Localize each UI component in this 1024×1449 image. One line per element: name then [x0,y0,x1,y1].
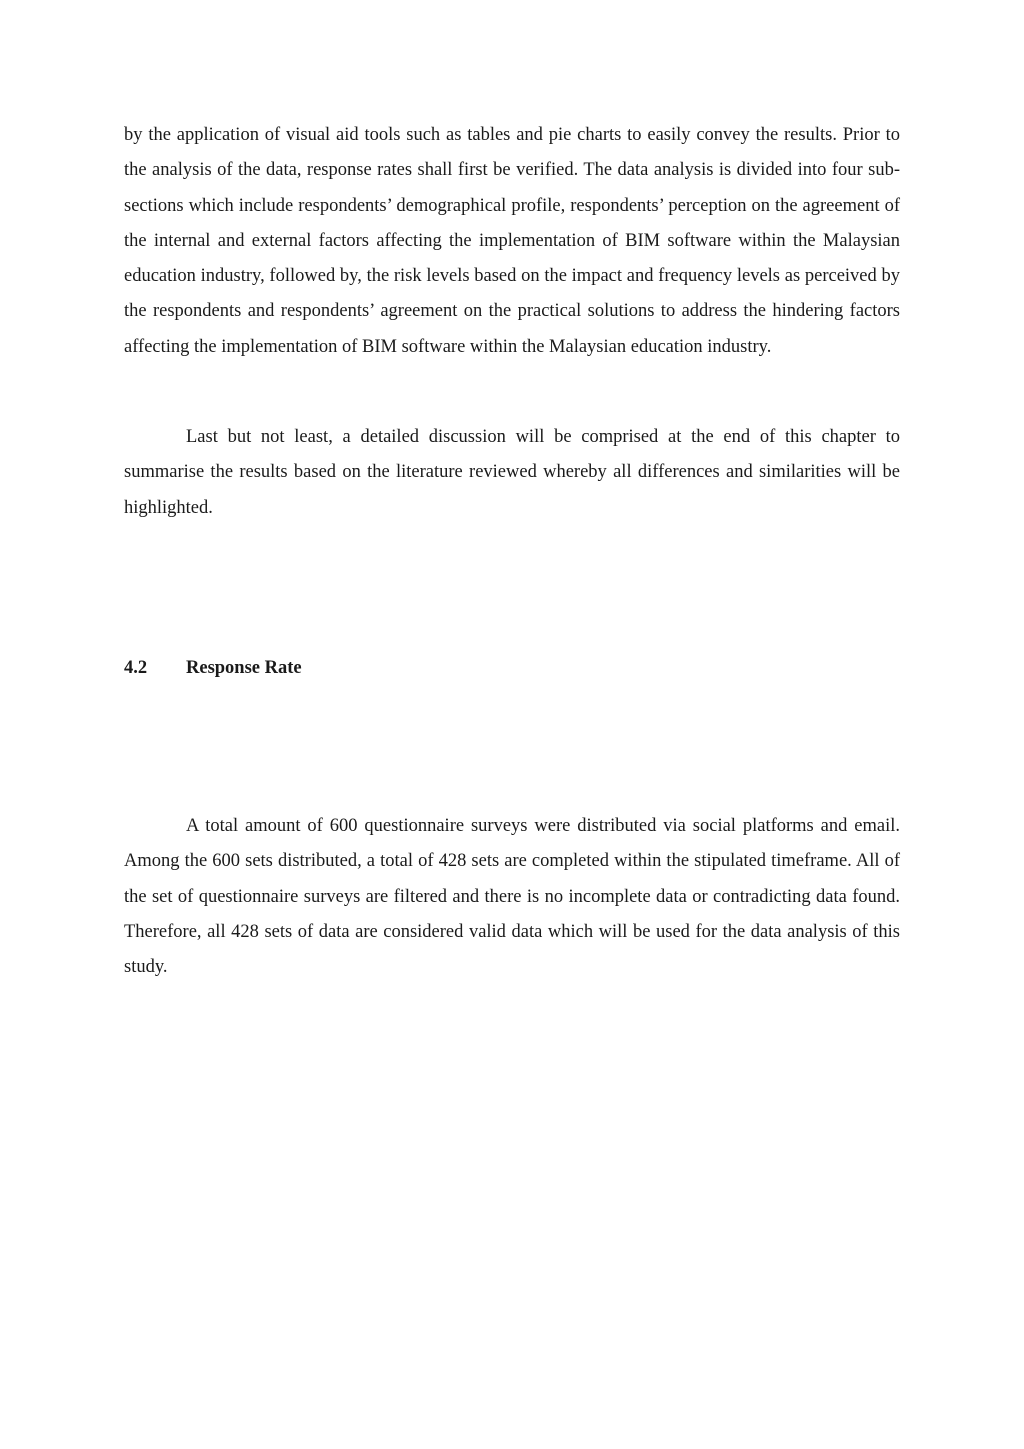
section-number: 4.2 [124,658,148,678]
discussion-paragraph: Last but not least, a detailed discussion will be comprised at the end of this chapter to summarise the results based on the literature reviewed whereby all differences and similarities will be highlighted. [124,427,900,518]
section-heading [124,654,302,682]
section-title: Response Rate [186,658,302,678]
intro-paragraph: by the application of visual aid tools such as tables and pie charts to easily convey the results. Prior to the analysis of the data, response rates shall first be verified. The data analysis is divided into four sub-sections which include respondents’ demographical profile, respondents’ perception on the agreement of the internal and external factors affecting the implementation of BIM software within the Malaysian education industry, followed by, the risk levels based on the impact and frequency levels as perceived by the respondents and respondents’ agreement on the practical solutions to address the hindering factors affecting the implementation of BIM software within the Malaysian education industry. [124,125,900,357]
response-rate-paragraph: A total amount of 600 questionnaire surveys were distributed via social platforms and email. Among the 600 sets distributed, a total of 428 sets are completed within the stipulated timeframe. All of the set of questionnaire surveys are filtered and there is no incomplete data or contradicting data found. Therefore, all 428 sets of data are considered valid data which will be used for the data analysis of this study. [124,816,900,978]
